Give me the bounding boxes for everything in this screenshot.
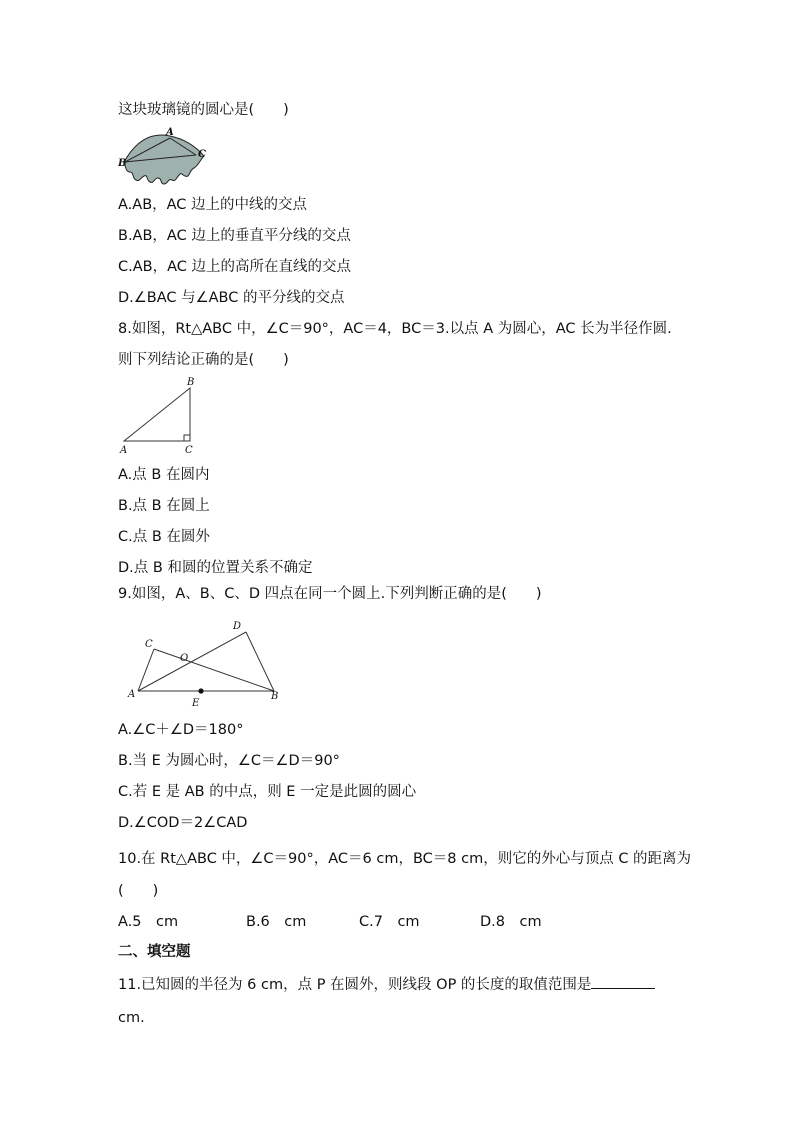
q8-option-c: C.点 B 在圆外 (118, 529, 210, 545)
q7-option-a: A.AB，AC 边上的中线的交点 (118, 197, 308, 213)
q7-label-c: C (198, 149, 206, 160)
q9-label-e: E (192, 698, 200, 709)
q8-option-d: D.点 B 和圆的位置关系不确定 (118, 560, 313, 576)
q10-option-a: A.5 cm (118, 914, 179, 930)
q7-stem: 这块玻璃镜的圆心是( ) (118, 102, 289, 118)
q8-triangle-figure (118, 374, 200, 456)
q7-mirror-figure (118, 126, 210, 188)
q7-option-b: B.AB，AC 边上的垂直平分线的交点 (118, 228, 351, 244)
q9-stem: 9.如图，A、B、C、D 四点在同一个圆上.下列判断正确的是( ) (118, 586, 542, 602)
q10-option-c: C.7 cm (359, 914, 420, 930)
q10-option-d: D.8 cm (480, 914, 542, 930)
q8-label-a: A (120, 445, 128, 456)
q8-right-angle-mark (184, 435, 190, 441)
q7-option-d: D.∠BAC 与∠ABC 的平分线的交点 (118, 290, 345, 306)
q8-stem-line2: 则下列结论正确的是( ) (118, 352, 289, 368)
q10-stem-line2: ( ) (118, 883, 159, 899)
point-e-dot (198, 688, 203, 693)
q7-label-a: A (166, 127, 174, 138)
q9-option-d: D.∠COD＝2∠CAD (118, 815, 248, 831)
q10-option-b: B.6 cm (246, 914, 307, 930)
segment-cb (154, 649, 274, 691)
q8-label-b: B (187, 377, 195, 388)
q9-label-d: D (233, 621, 242, 632)
section-title-fill-blank: 二、填空题 (118, 944, 191, 960)
q11-stem-line2: cm. (118, 1010, 145, 1026)
q9-option-b: B.当 E 为圆心时，∠C＝∠D＝90° (118, 753, 340, 769)
q9-label-a: A (128, 689, 136, 700)
broken-mirror-shape (124, 135, 204, 184)
q8-triangle (124, 388, 190, 441)
q8-stem-line1: 8.如图，Rt△ABC 中，∠C＝90°，AC＝4，BC＝3.以点 A 为圆心，AC 长为半径作圆. (118, 321, 672, 337)
segment-ac (138, 649, 154, 691)
q10-stem-line1: 10.在 Rt△ABC 中，∠C＝90°，AC＝6 cm，BC＝8 cm，则它的外心与顶点 C 的距离为 (118, 851, 692, 867)
q8-option-a: A.点 B 在圆内 (118, 467, 210, 483)
q11-stem-text: 11.已知圆的半径为 6 cm，点 P 在圆外，则线段 OP 的长度的取值范围是 (118, 977, 592, 993)
q9-option-a: A.∠C＋∠D＝180° (118, 722, 244, 738)
q8-label-c: C (185, 445, 193, 456)
q7-option-c: C.AB，AC 边上的高所在直线的交点 (118, 259, 351, 275)
q11-stem-line1 (118, 974, 655, 995)
q7-label-b: B (118, 158, 127, 169)
q11-answer-blank[interactable] (591, 974, 655, 989)
q9-option-c: C.若 E 是 AB 的中点，则 E 一定是此圆的圆心 (118, 784, 417, 800)
q9-label-o: O (180, 653, 189, 664)
q9-label-b: B (271, 691, 279, 702)
q9-label-c: C (145, 639, 153, 650)
segment-ad (138, 632, 246, 691)
q8-option-b: B.点 B 在圆上 (118, 498, 210, 514)
q9-figure (124, 614, 290, 710)
